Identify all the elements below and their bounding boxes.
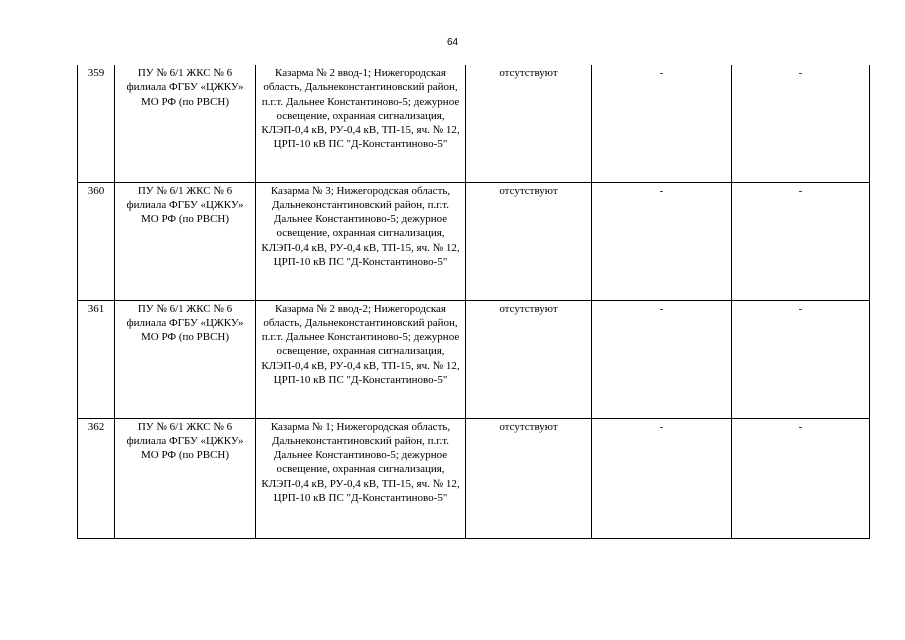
status-cell: отсутствуют — [466, 182, 592, 300]
table-row — [78, 65, 870, 182]
column-6-cell: - — [732, 65, 870, 182]
table-row — [78, 418, 870, 538]
owner-cell: ПУ № 6/1 ЖКС № 6 филиала ФГБУ «ЦЖКУ» МО РФ (по РВСН) — [115, 418, 256, 538]
owner-cell: ПУ № 6/1 ЖКС № 6 филиала ФГБУ «ЦЖКУ» МО РФ (по РВСН) — [115, 65, 256, 182]
column-6-cell: - — [732, 182, 870, 300]
column-5-cell: - — [592, 65, 732, 182]
owner-cell: ПУ № 6/1 ЖКС № 6 филиала ФГБУ «ЦЖКУ» МО РФ (по РВСН) — [115, 182, 256, 300]
status-cell: отсутствуют — [466, 418, 592, 538]
document-table — [77, 65, 870, 539]
column-6-cell: - — [732, 418, 870, 538]
page-number: 64 — [446, 37, 459, 48]
table-row — [78, 182, 870, 300]
column-5-cell: - — [592, 300, 732, 418]
object-description-cell: Казарма № 3; Нижегородская область, Дальнеконстантиновский район, п.г.т. Дальнее Константиново-5; дежурное освещение, охранная сигнализация, КЛЭП-0,4 кВ, РУ-0,4 кВ, ТП-15, яч. № 12, ЦРП-10 кВ ПС "Д-Константиново-5" — [256, 182, 466, 300]
status-cell: отсутствуют — [466, 300, 592, 418]
table-row — [78, 300, 870, 418]
row-number-cell: 361 — [78, 300, 115, 418]
owner-cell: ПУ № 6/1 ЖКС № 6 филиала ФГБУ «ЦЖКУ» МО РФ (по РВСН) — [115, 300, 256, 418]
column-6-cell: - — [732, 300, 870, 418]
column-5-cell: - — [592, 182, 732, 300]
row-number-cell: 359 — [78, 65, 115, 182]
row-number-cell: 362 — [78, 418, 115, 538]
object-description-cell: Казарма № 2 ввод-2; Нижегородская область, Дальнеконстантиновский район, п.г.т. Дальнее Константиново-5; дежурное освещение, охранная сигнализация, КЛЭП-0,4 кВ, РУ-0,4 кВ, ТП-15, яч. № 12, ЦРП-10 кВ ПС "Д-Константиново-5" — [256, 300, 466, 418]
object-description-cell: Казарма № 1; Нижегородская область, Дальнеконстантиновский район, п.г.т. Дальнее Константиново-5; дежурное освещение, охранная сигнализация, КЛЭП-0,4 кВ, РУ-0,4 кВ, ТП-15, яч. № 12, ЦРП-10 кВ ПС "Д-Константиново-5" — [256, 418, 466, 538]
object-description-cell: Казарма № 2 ввод-1; Нижегородская область, Дальнеконстантиновский район, п.г.т. Дальнее Константиново-5; дежурное освещение, охранная сигнализация, КЛЭП-0,4 кВ, РУ-0,4 кВ, ТП-15, яч. № 12, ЦРП-10 кВ ПС "Д-Константиново-5" — [256, 65, 466, 182]
row-number-cell: 360 — [78, 182, 115, 300]
column-5-cell: - — [592, 418, 732, 538]
status-cell: отсутствуют — [466, 65, 592, 182]
